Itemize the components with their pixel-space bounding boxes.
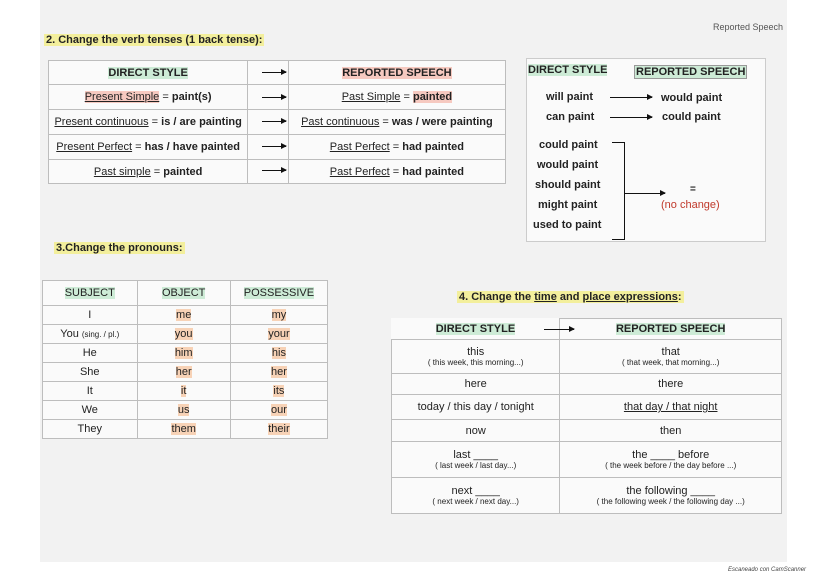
pronoun-row [43, 306, 328, 325]
expression-row [392, 442, 782, 478]
possessive: their [268, 423, 290, 435]
possessive: her [270, 366, 287, 378]
subject: It [86, 385, 93, 397]
arrow-right-icon [262, 146, 286, 147]
possessive: its [273, 385, 285, 397]
expression-row [392, 420, 782, 442]
title-part: 4. Change the [459, 291, 535, 303]
unchanged-modal: used to paint [533, 219, 602, 231]
modal-direct: will paint [546, 91, 594, 103]
pronoun-row [43, 344, 328, 363]
direct-form: paint(s) [171, 91, 212, 103]
reported-example: ( the following week / the following day ...) [596, 497, 745, 506]
direct-tense: Present Simple [84, 91, 160, 103]
unchanged-modal: might paint [538, 199, 598, 211]
title-time: time [534, 291, 557, 303]
object-header: OBJECT [161, 287, 206, 299]
direct-expression: today / this day / tonight [417, 401, 534, 413]
subject: I [88, 309, 92, 321]
reported-expression: the following ____ [626, 485, 716, 497]
direct-expression: this [467, 346, 485, 358]
possessive: your [268, 328, 290, 340]
time-reported-header: REPORTED SPEECH [615, 323, 726, 335]
direct-expression: now [465, 424, 486, 437]
direct-tense: Present Perfect [56, 141, 133, 153]
arrow-right-icon [610, 117, 652, 118]
reported-tense: Past Simple [341, 91, 401, 103]
reported-tense: Past continuous [301, 116, 380, 128]
arrow-right-icon [262, 121, 286, 122]
section-2-title: 2. Change the verb tenses (1 back tense): [46, 34, 263, 46]
bracket [612, 142, 625, 240]
object: her [175, 366, 192, 378]
direct-form: has / have painted [144, 141, 241, 153]
verb-tenses-table [48, 60, 506, 184]
object: it [180, 385, 187, 397]
reported-expression: then [659, 424, 682, 437]
subject: He [82, 347, 97, 359]
possessive: his [271, 347, 286, 359]
possessive: our [270, 404, 287, 416]
direct-example: ( last week / last day...) [435, 461, 517, 470]
title-place: place expressions [582, 291, 678, 303]
arrow-right-icon [262, 72, 286, 73]
title-part: and [556, 291, 583, 303]
pronoun-row [43, 382, 328, 401]
subject: You [60, 328, 79, 340]
modals-reported-header: REPORTED SPEECH [636, 66, 746, 78]
equals-symbol: = [690, 184, 696, 195]
direct-style-header: DIRECT STYLE [108, 66, 188, 79]
section-3-title: 3.Change the pronouns: [56, 242, 183, 254]
direct-expression: last ____ [453, 449, 499, 461]
equals: = [132, 141, 145, 153]
modal-reported: could paint [662, 111, 721, 123]
possessive-header: POSSESSIVE [243, 287, 315, 299]
reported-form: had painted [402, 141, 464, 153]
reported-expression: the ____ before [632, 449, 710, 461]
reported-form: had painted [402, 165, 464, 178]
reported-expression: there [658, 378, 684, 390]
subject-header: SUBJECT [64, 287, 115, 299]
modals-direct-header: DIRECT STYLE [528, 64, 608, 76]
subject: We [81, 404, 98, 416]
pronoun-row [43, 420, 328, 439]
reported-expression: that [661, 346, 680, 358]
tense-row [49, 135, 506, 160]
equals: = [150, 165, 164, 178]
reported-expression: that day / that night [623, 401, 718, 413]
direct-form: is / are painting [161, 116, 242, 128]
object: him [174, 347, 193, 359]
direct-example: ( this week, this morning...) [427, 358, 524, 367]
arrow-right-icon [625, 193, 665, 194]
object: you [174, 328, 193, 340]
pronoun-row [43, 363, 328, 382]
direct-example: ( next week / next day...) [432, 497, 519, 506]
expression-row [392, 395, 782, 420]
corner-label: Reported Speech [713, 22, 784, 32]
arrow-right-icon [610, 97, 652, 98]
unchanged-modal: would paint [537, 159, 599, 171]
tense-row [49, 160, 506, 184]
title-part: : [677, 291, 682, 303]
direct-expression: here [464, 378, 487, 390]
time-direct-header: DIRECT STYLE [435, 322, 516, 335]
arrow-right-icon [544, 329, 574, 330]
modal-direct: can paint [546, 111, 595, 123]
equals: = [148, 116, 162, 128]
no-change-label: (no change) [661, 199, 720, 211]
modal-reported: would paint [661, 92, 723, 104]
equals: = [389, 141, 403, 153]
arrow-right-icon [262, 170, 286, 171]
scanner-stamp: Escaneado con CamScanner [728, 567, 807, 573]
reported-example: ( the week before / the day before ...) [605, 461, 737, 470]
pronouns-table [42, 280, 328, 439]
equals: = [400, 91, 413, 103]
subject: They [77, 423, 102, 435]
object: me [176, 309, 192, 321]
pronoun-row [43, 401, 328, 420]
reported-tense: Past Perfect [329, 141, 390, 153]
direct-tense: Past simple [93, 165, 151, 178]
expression-row [392, 374, 782, 395]
unchanged-modal: should paint [535, 179, 601, 191]
object: us [177, 404, 190, 416]
reported-form: painted [412, 91, 453, 103]
reported-example: ( that week, that morning...) [622, 358, 720, 367]
equals: = [159, 91, 172, 103]
arrow-right-icon [262, 97, 286, 98]
possessive: my [271, 309, 287, 321]
section-4-title [457, 291, 684, 303]
pronoun-row [43, 325, 328, 344]
direct-tense: Present continuous [54, 116, 149, 128]
subject: She [79, 366, 100, 378]
reported-speech-header: REPORTED SPEECH [342, 66, 452, 79]
object: them [171, 423, 196, 435]
expression-row [392, 478, 782, 514]
subject-note: (sing. / pl.) [81, 330, 120, 339]
reported-form: was / were painting [391, 116, 493, 128]
time-place-table [391, 318, 782, 514]
expression-row [392, 340, 782, 374]
equals: = [379, 116, 392, 128]
direct-expression: next ____ [451, 485, 500, 497]
unchanged-modal: could paint [539, 139, 598, 151]
equals: = [389, 165, 403, 178]
tense-row [49, 110, 506, 135]
reported-tense: Past Perfect [329, 165, 390, 178]
direct-form: painted [163, 165, 203, 178]
